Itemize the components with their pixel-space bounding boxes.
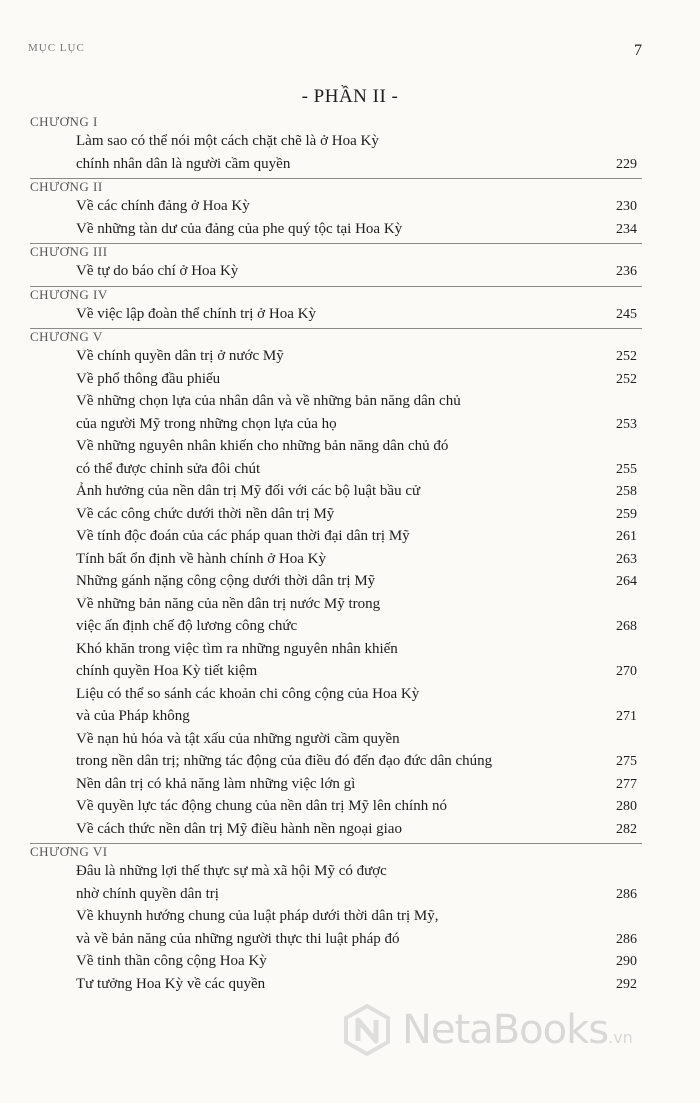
toc-entry-line <box>76 435 637 458</box>
toc-entry-line <box>76 195 637 218</box>
toc-entry-title: Về tự do báo chí ở Hoa Kỳ <box>76 263 239 279</box>
toc-entry-line <box>76 683 637 706</box>
toc-entry-title: Làm sao có thể nói một cách chặt chẽ là ở Hoa Kỳ <box>76 133 379 149</box>
toc-entry <box>0 773 700 796</box>
toc-entry-title: Về nạn hủ hóa và tật xấu của những người cầm quyền <box>76 730 400 747</box>
toc-entry-line <box>76 153 637 176</box>
toc-entry <box>0 728 700 773</box>
toc-entry-title: Về tính độc đoán của các pháp quan thời đại dân trị Mỹ <box>76 528 410 544</box>
toc-page-number: 258 <box>616 484 637 499</box>
toc-entry-title: Ảnh hưởng của nền dân trị Mỹ đối với các bộ luật bầu cử <box>76 483 421 499</box>
toc-entry-line <box>76 773 637 796</box>
toc-page-number: 263 <box>616 551 637 567</box>
toc-page-number: 234 <box>616 221 637 237</box>
toc-entry-line <box>76 883 637 906</box>
toc-entry <box>0 503 700 526</box>
toc-entry-line <box>76 728 637 751</box>
toc-entry <box>0 303 700 326</box>
toc-page-number: 270 <box>616 664 637 679</box>
chapter-section <box>0 179 700 244</box>
toc-entry-title: và về bản năng của những người thực thi luật pháp đó <box>76 930 400 947</box>
toc-entry <box>0 368 700 391</box>
toc-entry-title: Về cách thức nền dân trị Mỹ điều hành nền ngoại giao <box>76 820 402 837</box>
toc-page-number: 236 <box>616 264 637 279</box>
toc-entry <box>0 480 700 503</box>
toc-entry-line <box>76 950 637 973</box>
toc-entry-line <box>76 905 637 928</box>
toc-entry-line <box>76 260 637 283</box>
toc-page-number: 286 <box>616 886 637 902</box>
toc-page-number: 255 <box>616 461 637 477</box>
toc-entry-line <box>76 525 637 548</box>
chapter-section <box>0 329 700 844</box>
toc-entry <box>0 950 700 973</box>
toc-entry <box>0 905 700 950</box>
toc-entry-title: trong nền dân trị; những tác động của điều đó đến đạo đức dân chúng <box>76 753 493 769</box>
toc-page-number: 277 <box>616 776 637 792</box>
toc-page-number: 245 <box>616 306 637 322</box>
toc-entry-line <box>76 303 637 326</box>
toc-entry <box>0 973 700 996</box>
toc-entry-line <box>76 368 637 391</box>
toc-entry-line <box>76 928 637 951</box>
toc-entry <box>0 818 700 841</box>
toc-page-number: 275 <box>616 754 637 769</box>
toc-entry-title: Về các công chức dưới thời nền dân trị Mỹ <box>76 505 335 522</box>
toc-entry-line <box>76 818 637 841</box>
toc-entry-line <box>76 480 637 503</box>
toc-page-number: 259 <box>616 506 637 522</box>
toc-entry-title: Về việc lập đoàn thể chính trị ở Hoa Kỳ <box>76 305 316 322</box>
toc-entry-line <box>76 973 637 996</box>
toc-page-number: 252 <box>616 371 637 387</box>
toc-entry-title: chính quyền Hoa Kỳ tiết kiệm <box>76 663 258 679</box>
toc-entry-title: Về khuynh hướng chung của luật pháp dưới thời dân trị Mỹ, <box>76 908 439 924</box>
toc-entry-line <box>76 615 637 638</box>
toc-entry-line <box>76 570 637 593</box>
toc-page-number: 264 <box>616 574 637 589</box>
toc-entry-line <box>76 593 637 616</box>
chapter-section <box>0 287 700 330</box>
toc-entry-title: và của Pháp không <box>76 708 190 724</box>
toc-entry-line <box>76 860 637 883</box>
toc-entry <box>0 593 700 638</box>
chapter-heading: CHƯƠNG V <box>30 329 103 344</box>
toc-entry-line <box>76 218 637 241</box>
toc-entry-line <box>76 705 637 728</box>
toc-entry-title: Khó khăn trong việc tìm ra những nguyên nhân khiến <box>76 640 398 657</box>
toc-entry-title: Về chính quyền dân trị ở nước Mỹ <box>76 348 284 364</box>
toc-entry-line <box>76 503 637 526</box>
toc-entry-title: Về những chọn lựa của nhân dân và về những bản năng dân chủ <box>76 393 461 409</box>
toc-page-number: 261 <box>616 529 637 544</box>
toc-page-number: 230 <box>616 199 637 214</box>
toc-entry-line <box>76 795 637 818</box>
chapter-section <box>0 844 700 995</box>
toc-entry-title: Những gánh nặng công cộng dưới thời dân trị Mỹ <box>76 573 376 589</box>
toc-entry <box>0 345 700 368</box>
toc-page-number: 268 <box>616 619 637 634</box>
chapter-section <box>0 114 700 179</box>
toc-entry-line <box>76 130 637 153</box>
toc-entry-title: Tư tưởng Hoa Kỳ về các quyền <box>76 975 266 992</box>
chapter-heading: CHƯƠNG I <box>30 114 98 129</box>
toc-entry <box>0 683 700 728</box>
watermark-text: NetaBooks.vn <box>402 1007 633 1053</box>
toc-entry <box>0 195 700 218</box>
toc-entry-title: Đâu là những lợi thế thực sự mà xã hội Mỹ có được <box>76 863 387 879</box>
toc-page-number: 253 <box>616 416 637 432</box>
toc-page-number: 292 <box>616 976 637 992</box>
toc-entry-line <box>76 413 637 436</box>
toc-page-number: 290 <box>616 954 637 969</box>
toc-entry <box>0 638 700 683</box>
toc-entry-title: Về những nguyên nhân khiến cho những bản năng dân chủ đó <box>76 438 449 454</box>
table-of-contents <box>0 114 700 995</box>
running-header-section: MỤC LỤC <box>28 42 85 54</box>
toc-entry <box>0 218 700 241</box>
toc-page-number: 271 <box>616 709 637 724</box>
toc-entry-title: việc ấn định chế độ lương công chức <box>76 618 298 634</box>
toc-entry-title: Về những tàn dư của đảng của phe quý tộc tại Hoa Kỳ <box>76 220 403 237</box>
toc-entry-title: có thể được chỉnh sửa đôi chút <box>76 460 261 477</box>
part-title: - PHẦN II - <box>301 86 399 107</box>
toc-entry-title: Về quyền lực tác động chung của nền dân trị Mỹ lên chính nó <box>76 798 447 814</box>
toc-page-number: 229 <box>616 156 637 172</box>
running-header <box>28 42 642 60</box>
page-number: 7 <box>634 42 642 59</box>
toc-entry-title: của người Mỹ trong những chọn lựa của họ <box>76 415 337 432</box>
toc-entry-title: Liệu có thể so sánh các khoản chi công cộng của Hoa Kỳ <box>76 685 420 702</box>
toc-entry-line <box>76 390 637 413</box>
toc-entry-title: Về phổ thông đầu phiếu <box>76 370 221 387</box>
toc-entry-title: Nền dân trị có khả năng làm những việc lớn gì <box>76 775 356 792</box>
toc-entry-line <box>76 638 637 661</box>
toc-entry-title: chính nhân dân là người cầm quyền <box>76 155 291 172</box>
chapter-heading: CHƯƠNG II <box>30 179 103 194</box>
toc-entry <box>0 860 700 905</box>
toc-entry <box>0 260 700 283</box>
toc-entry <box>0 795 700 818</box>
toc-entry <box>0 525 700 548</box>
toc-entry-line <box>76 750 637 773</box>
toc-entry-title: Về các chính đảng ở Hoa Kỳ <box>76 198 250 214</box>
toc-entry-title: Tính bất ổn định về hành chính ở Hoa Kỳ <box>76 550 326 567</box>
watermark <box>340 998 680 1062</box>
toc-entry-line <box>76 548 637 571</box>
toc-page-number: 280 <box>616 799 637 814</box>
chapter-heading: CHƯƠNG III <box>30 244 108 259</box>
toc-entry <box>0 548 700 571</box>
toc-entry-title: Về những bản năng của nền dân trị nước Mỹ trong <box>76 595 381 612</box>
toc-entry-title: Về tinh thần công cộng Hoa Kỳ <box>76 953 267 969</box>
toc-entry <box>0 570 700 593</box>
toc-entry-line <box>76 660 637 683</box>
toc-entry-title: nhờ chính quyền dân trị <box>76 885 219 902</box>
chapter-heading: CHƯƠNG IV <box>30 286 108 302</box>
toc-page-number: 252 <box>616 349 637 364</box>
toc-entry <box>0 390 700 435</box>
toc-entry <box>0 435 700 480</box>
chapter-section <box>0 244 700 287</box>
toc-entry-line <box>76 345 637 368</box>
toc-page-number: 282 <box>616 821 637 837</box>
chapter-heading: CHƯƠNG VI <box>30 844 108 859</box>
watermark-logo-icon <box>340 1003 394 1057</box>
toc-entry <box>0 130 700 175</box>
toc-entry-line <box>76 458 637 481</box>
toc-page-number: 286 <box>616 931 637 947</box>
